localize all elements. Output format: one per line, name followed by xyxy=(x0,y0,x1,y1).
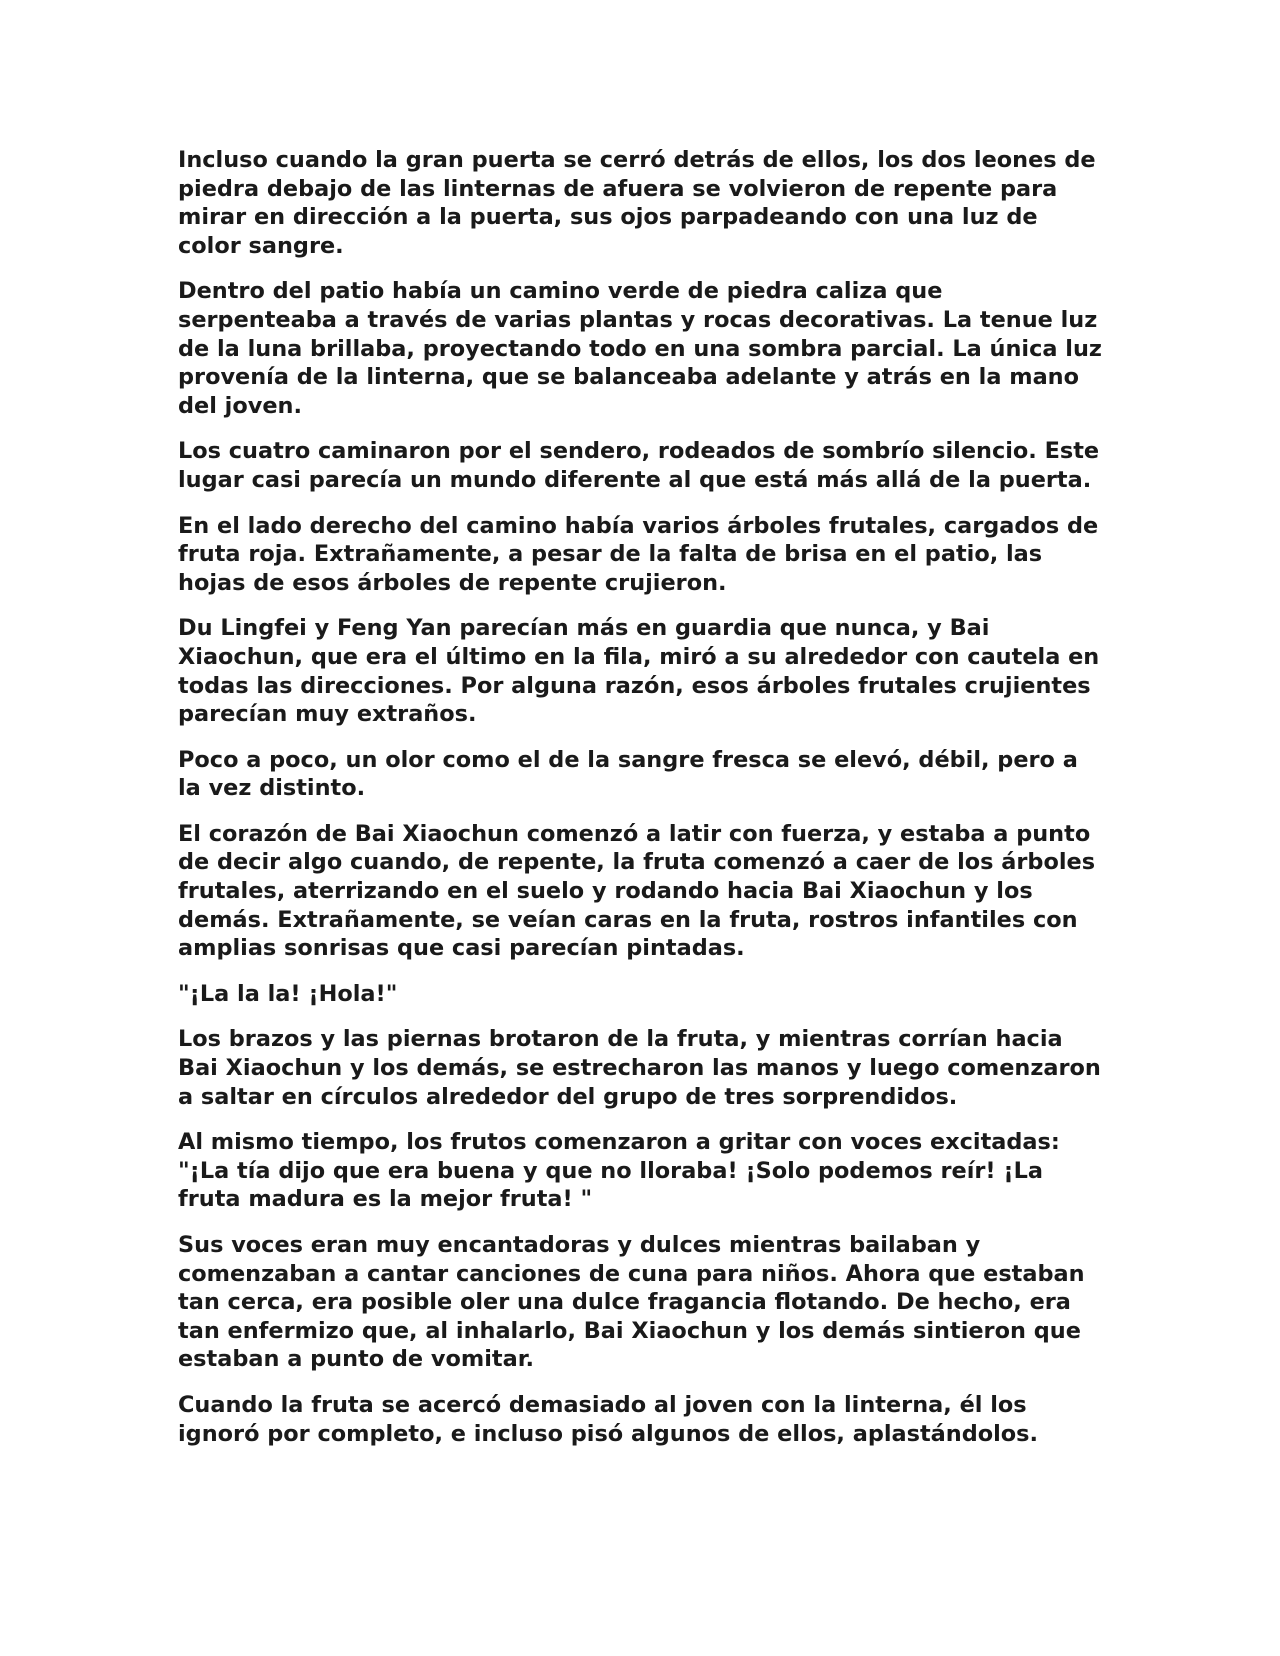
paragraph-5: Du Lingfei y Feng Yan parecían más en guardia que nunca, y Bai Xiaochun, que era el último en la fila, miró a su alrededor con cautela en todas las direcciones. Por alguna razón, esos árboles frutales crujientes parecían muy extraños. xyxy=(178,615,1100,728)
document-page xyxy=(178,146,1108,1465)
paragraph-11: Sus voces eran muy encantadoras y dulces mientras bailaban y comenzaban a cantar canciones de cuna para niños. Ahora que estaban tan cerca, era posible oler una dulce fragancia flotando. De hecho, era tan enfermizo que, al inhalarlo, Bai Xiaochun y los demás sintieron que estaban a punto de vomitar. xyxy=(178,1232,1085,1373)
paragraph-8: "¡La la la! ¡Hola!" xyxy=(178,980,398,1007)
paragraph-7: El corazón de Bai Xiaochun comenzó a latir con fuerza, y estaba a punto de decir algo cuando, de repente, la fruta comenzó a caer de los árboles frutales, aterrizando en el suelo y rodando hacia Bai Xiaochun y los demás. Extrañamente, se veían caras en la fruta, rostros infantiles con amplias sonrisas que casi parecían pintadas. xyxy=(178,820,1096,962)
paragraph-4: En el lado derecho del camino había varios árboles frutales, cargados de fruta roja. Extrañamente, a pesar de la falta de brisa en el patio, las hojas de esos árboles de repente crujieron. xyxy=(178,512,1099,596)
paragraph-6: Poco a poco, un olor como el de la sangre fresca se elevó, débil, pero a la vez distinto. xyxy=(178,746,1078,802)
paragraph-3: Los cuatro caminaron por el sendero, rodeados de sombrío silencio. Este lugar casi parecía un mundo diferente al que está más allá de la puerta. xyxy=(178,438,1100,493)
paragraph-10: Al mismo tiempo, los frutos comenzaron a gritar con voces excitadas: "¡La tía dijo que era buena y que no lloraba! ¡Solo podemos reír! ¡La fruta madura es la mejor fruta! " xyxy=(178,1129,1060,1213)
paragraph-2: Dentro del patio había un camino verde de piedra caliza que serpenteaba a través de varias plantas y rocas decorativas. La tenue luz de la luna brillaba, proyectando todo en una sombra parcial. La única luz provenía de la linterna, que se balanceaba adelante y atrás en la mano del joven. xyxy=(178,278,1102,419)
paragraph-1: Incluso cuando la gran puerta se cerró detrás de ellos, los dos leones de piedra debajo de las linternas de afuera se volvieron de repente para mirar en dirección a la puerta, sus ojos parpadeando con una luz de color sangre. xyxy=(178,147,1096,259)
paragraph-9: Los brazos y las piernas brotaron de la fruta, y mientras corrían hacia Bai Xiaochun y los demás, se estrecharon las manos y luego comenzaron a saltar en círculos alrededor del grupo de tres sorprendidos. xyxy=(178,1026,1101,1110)
paragraph-12: Cuando la fruta se acercó demasiado al joven con la linterna, él los ignoró por completo, e incluso pisó algunos de ellos, aplastándolos. xyxy=(178,1391,1039,1447)
